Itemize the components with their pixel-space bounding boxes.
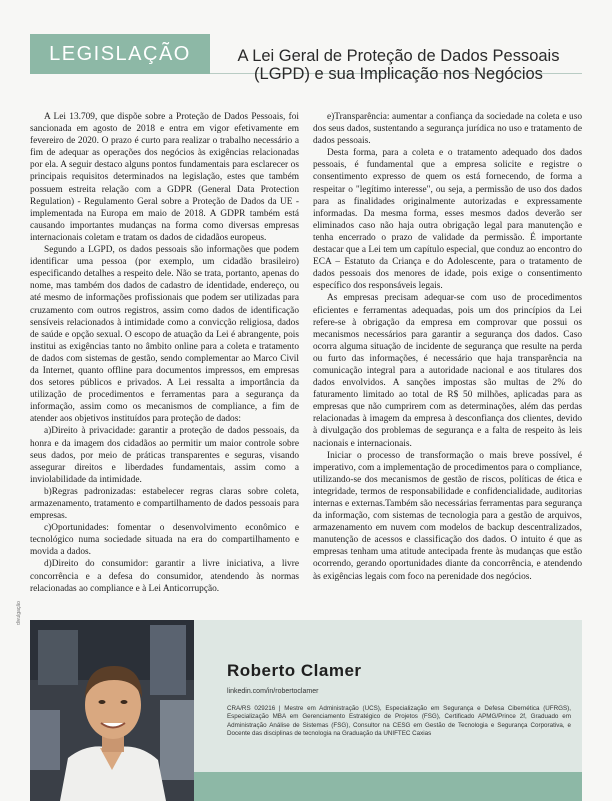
author-name: Roberto Clamer: [227, 661, 362, 680]
paragraph: A Lei 13.709, que dispõe sobre a Proteção de Dados Pessoais, foi sancionada em agosto de 2018 e entra em vigor efetivamente em fevereiro de 2020. O prazo é curto para realizar o trabalho necessário a fim de adequar as operações dos negócios às exigências relacionadas por ela. A seguir destaco alguns pontos fundamentais para esclarecer os principais requisitos determinados na legislação, estes que também possuem estreita relação com a GDPR (General Data Protection Regulation) - Regulamento Geral sobre a Proteção de Dados da UE - implementada na Europa em maio de 2018. A GDPR também está causando importantes mudanças na forma como diversas empresas internacionais coletam e tratam os dados de cidadãos europeus.: [30, 112, 299, 243]
author-portrait-illustration: [30, 620, 194, 801]
author-bio: CRA/RS 029216 | Mestre em Administração (UCS), Especialização em Segurança e Defesa Cibernética (UFRGS), Especialização MBA em Gerenciamento Estratégico de Projetos (FSG), Certificado APMG/Prince 2f, Graduado em Administração Análise de Sistemas (FSG), Consultor na CESG em Gestão de Tecnologia e Segurança Corporativa, e Docente das disciplinas de tecnologia na Graduação da UNIFTEC Caxias: [227, 705, 571, 737]
author-photo: [30, 620, 194, 801]
paragraph: a)Direito à privacidade: garantir a proteção de dados pessoais, da honra e da imagem dos cidadãos ao permitir um maior controle sobre seus dados, por meio de práticas transparentes e seguras, visando assegurar direitos e liberdades fundamentais, assim como a inviolabilidade da intimidade.: [30, 426, 299, 485]
paragraph: b)Regras padronizadas: estabelecer regras claras sobre coleta, armazenamento, tratamento e compartilhamento de dados pessoais para empresas.: [30, 486, 299, 522]
title-line-2: (LGPD) e sua Implicação nos Negócios: [254, 65, 543, 83]
paragraph: As empresas precisam adequar-se com uso de procedimentos eficientes e ferramentas adequadas, pois um dos princípios da Lei refere-se à obrigação da empresa em comprovar que possui os mecanismos necessários para garantir a segurança dos dados. Caso ocorra alguma situação de incidente de segurança que resulte na perda ou furto das informações, é necessário que haja transparência na comunicação integral para a autoridade nacional e aos titulares dos dados envolvidos. A sanções impostas são multas de 2% do faturamento limitado ao total de R$ 50 milhões, aplicadas para as empresas que não cumprirem com as determinações, além das perdas relacionadas à imagem da empresa à desconfiança dos clientes, devido à divulgação dos problemas de segurança e a falta de respeito às leis nacionais e internacionais.: [313, 293, 582, 449]
article-title: [215, 47, 582, 83]
paragraph: c)Oportunidades: fomentar o desenvolvimento econômico e tecnológico numa sociedade situada na era do compartilhamento e movida a dados.: [30, 523, 299, 558]
article-body: [30, 111, 582, 605]
paragraph: Desta forma, para a coleta e o tratamento adequado dos dados pessoais, é fundamental que a empresa solicite e registre o consentimento expresso de quem os está fornecendo, de forma a respeitar o "legítimo interesse", ou seja, a permissão de uso dos dados para as finalidades originalmente autorizadas e expressamente informadas. Da mesma forma, esses mesmos dados deverão ser eliminados caso não haja outra obrigação legal para manutenção e tenha encerrado o prazo de validade da permissão. É importante destacar que a Lei tem um capítulo especial, que conduz ao encontro do ECA – Estatuto da Criança e do Adolescente, para o tratamento de dados pessoais dos menores de idade, pois exige o consentimento específico dos responsáveis legais.: [313, 148, 582, 292]
author-band-accent: [194, 772, 582, 801]
paragraph: e)Transparência: aumentar a confiança da sociedade na coleta e uso dos seus dados, sustentando a segurança jurídica no uso e tratamento de dados pessoais.: [313, 112, 582, 147]
section-tag: LEGISLAÇÃO: [30, 34, 210, 74]
title-line-1: A Lei Geral de Proteção de Dados Pessoais: [237, 47, 560, 65]
author-linkedin-link[interactable]: linkedin.com/in/robertoclamer: [227, 688, 319, 695]
photo-credit: divulgação: [16, 601, 22, 625]
paragraph: Iniciar o processo de transformação o mais breve possível, é imperativo, com a implementação de procedimentos para o compliance, utilizando-se dos mecanismos de gestão de riscos, políticas de ética e integridade, termos de responsabilidade e confidencialidade, auditorias internas e externas.Também são necessárias ferramentas para segurança da informação, com sistemas de tecnologia para a gestão de arquivos, armazenamento em nuvem com modelos de backup descentralizados, manutenção de acessos e classificação dos dados. O intuito é que as empresas tenham uma atitude antecipada frente às mudanças que estão ocorrendo, gerando oportunidades diante da concorrência, e atendendo às exigências legais com foco na perenidade dos negócios.: [313, 450, 582, 582]
paragraph: d)Direito do consumidor: garantir a livre iniciativa, a livre concorrência e a defesa do consumidor, atendendo às normas relacionadas ao compliance e à Lei Anticorrupção.: [30, 559, 299, 594]
paragraph: Segundo a LGPD, os dados pessoais são informações que podem identificar uma pessoa (por exemplo, um cidadão brasileiro) especificando detalhes a respeito dele. Não se trata, portanto, apenas do nome, mas também dos dados de cadastro de identidade, endereço, ou até mesmo de informações profissionais que podem ser utilizadas para cruzamento com outros registros, assim como dados de identificação sensíveis relacionados à intimidade como a convicção religiosa, dados de saúde e opção sexual. O escopo de atuação da Lei é abrangente, pois institui as exigências tanto no âmbito online para a coleta e tratamento de dados com sistemas de gestão, sendo complementar ao Marco Civil da Internet, quanto offline para documentos impressos, em empresas dos setores públicos e privados. A Lei ressalta a importância da utilização de procedimentos e ferramentas para a segurança da informação, assim como os mecanismos de compliance, a fim de atender aos objetivos instituídos para proteção de dados:: [30, 245, 299, 425]
